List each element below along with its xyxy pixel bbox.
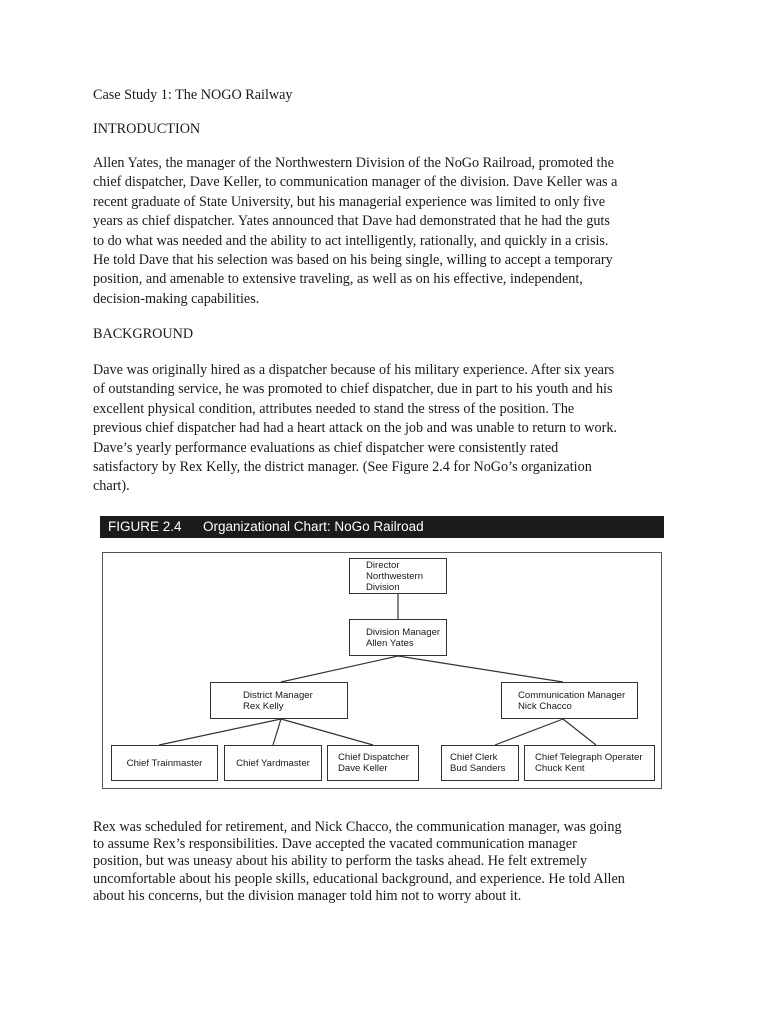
connector-line bbox=[563, 719, 596, 745]
text-line: to assume Rex’s responsibilities. Dave accepted the vacated communication manager bbox=[93, 836, 577, 853]
org-node-chief-dispatcher bbox=[327, 745, 419, 781]
node-name: Bud Sanders bbox=[450, 763, 506, 774]
node-name: Rex Kelly bbox=[243, 700, 284, 712]
node-title: Division Manager bbox=[366, 626, 441, 638]
connector-line bbox=[495, 719, 563, 745]
figure-caption: Organizational Chart: NoGo Railroad bbox=[203, 519, 424, 534]
org-node-chief-yardmaster bbox=[224, 745, 322, 781]
node-title: District Manager bbox=[243, 689, 313, 701]
org-node-district-manager bbox=[210, 682, 348, 719]
org-chart-figure bbox=[100, 516, 665, 791]
node-title: Director bbox=[366, 559, 400, 571]
section-heading-background: BACKGROUND bbox=[93, 326, 194, 342]
text-line: about his concerns, but the division manager told him not to worry about it. bbox=[93, 887, 522, 904]
org-node-chief-telegraph-operater bbox=[524, 745, 655, 781]
org-node-division-manager bbox=[349, 619, 447, 656]
text-line: Dave’s yearly performance evaluations as chief dispatcher were consistently rated bbox=[93, 439, 559, 456]
node-title: Chief Yardmaster bbox=[236, 757, 310, 769]
text-line: decision-making capabilities. bbox=[93, 290, 260, 307]
text-line: Dave was originally hired as a dispatcher because of his military experience. After six years bbox=[93, 362, 615, 378]
text-line: He told Dave that his selection was based on his being single, willing to accept a temporary bbox=[93, 252, 613, 269]
text-line: position, and amenable to extensive traveling, as well as on his effective, independent, bbox=[93, 271, 583, 288]
text-line: chief dispatcher, Dave Keller, to communication manager of the division. Dave Keller was a bbox=[93, 174, 618, 191]
node-name: Chuck Kent bbox=[535, 763, 585, 774]
connector-line bbox=[398, 656, 563, 682]
node-title: Chief Dispatcher bbox=[338, 752, 409, 763]
node-title: Chief Trainmaster bbox=[126, 757, 203, 769]
background-paragraph bbox=[93, 361, 685, 497]
org-node-chief-trainmaster bbox=[111, 745, 218, 781]
connector-line bbox=[273, 719, 281, 745]
node-name: Nick Chacco bbox=[518, 700, 572, 712]
document-title: Case Study 1: The NOGO Railway bbox=[93, 87, 293, 103]
text-line: previous chief dispatcher had had a heart attack on the job and was unable to return to work. bbox=[93, 420, 617, 437]
connector-line bbox=[281, 719, 373, 745]
org-node-director bbox=[349, 558, 447, 594]
node-subtitle: Northwestern Division bbox=[366, 570, 424, 593]
text-line: chart). bbox=[93, 478, 130, 495]
org-node-communication-manager bbox=[501, 682, 638, 719]
text-line: of outstanding service, he was promoted to chief dispatcher, due in part to his youth and his bbox=[93, 381, 613, 398]
text-line: years as chief dispatcher. Yates announced that Dave had demonstrated that he had the guts bbox=[93, 213, 610, 230]
text-line: to do what was needed and the ability to act intelligently, rationally, and quickly in a crisis. bbox=[93, 232, 609, 249]
figure-number: FIGURE 2.4 bbox=[108, 519, 182, 534]
connector-line bbox=[281, 656, 398, 682]
node-title: Chief Telegraph Operater bbox=[535, 752, 643, 763]
text-line: excellent physical condition, attributes needed to stand the stress of the position. The bbox=[93, 400, 575, 417]
introduction-paragraph bbox=[93, 154, 685, 309]
text-line: recent graduate of State University, but his managerial experience was limited to only five bbox=[93, 193, 606, 210]
node-name: Dave Keller bbox=[338, 763, 388, 774]
org-node-chief-clerk bbox=[441, 745, 519, 781]
closing-paragraph bbox=[93, 819, 685, 905]
connector-line bbox=[159, 719, 281, 745]
text-line: Rex was scheduled for retirement, and Nick Chacco, the communication manager, was going bbox=[93, 819, 622, 835]
node-title: Communication Manager bbox=[518, 689, 626, 701]
text-line: uncomfortable about his people skills, educational background, and experience. He told Allen bbox=[93, 870, 625, 887]
text-line: position, but was uneasy about his ability to perform the tasks ahead. He felt extremely bbox=[93, 853, 588, 870]
section-heading-introduction: INTRODUCTION bbox=[93, 121, 201, 137]
node-name: Allen Yates bbox=[366, 637, 414, 649]
node-title: Chief Clerk bbox=[450, 752, 498, 763]
text-line: satisfactory by Rex Kelly, the district manager. (See Figure 2.4 for NoGo’s organization bbox=[93, 459, 592, 476]
text-line: Allen Yates, the manager of the Northwestern Division of the NoGo Railroad, promoted the bbox=[93, 155, 614, 171]
